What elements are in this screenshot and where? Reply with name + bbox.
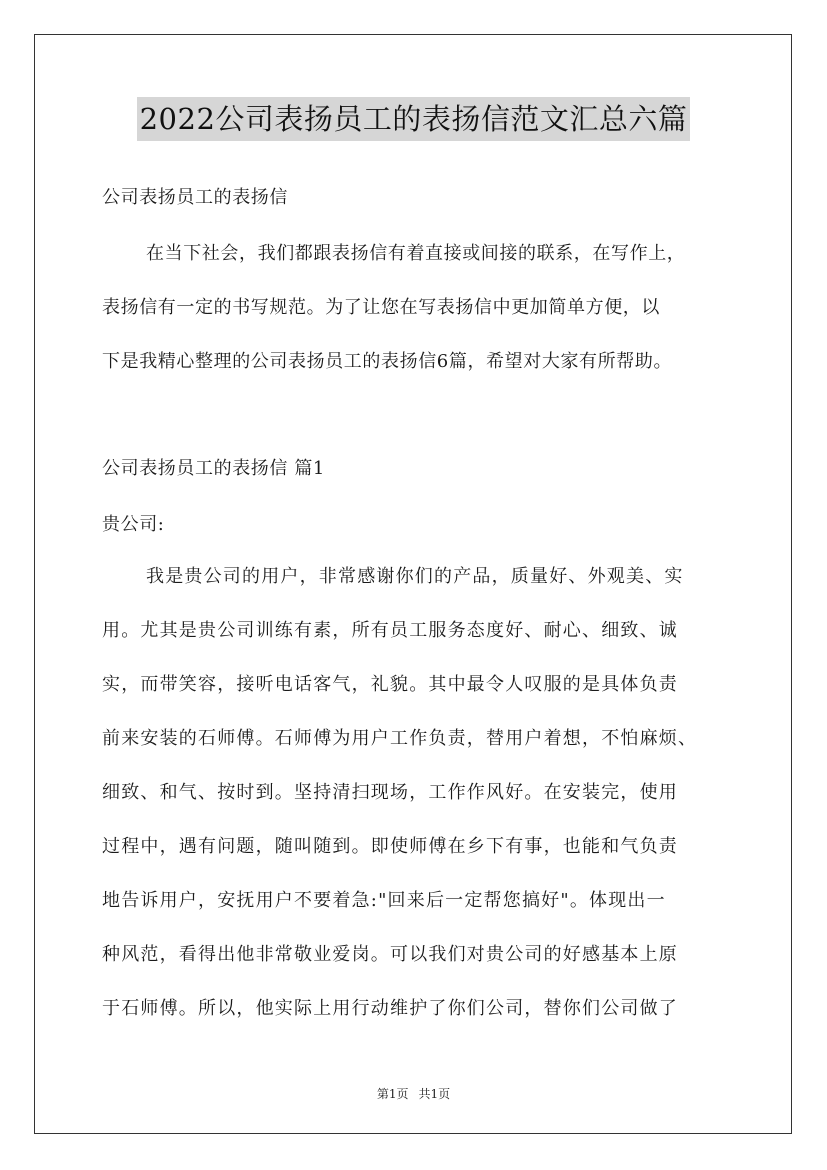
intro-line: 表扬信有一定的书写规范。为了让您在写表扬信中更加简单方便，以 xyxy=(102,297,660,318)
document-heading: 公司表扬员工的表扬信 xyxy=(102,187,288,208)
body-line: 于石师傅。所以，他实际上用行动维护了你们公司，替你们公司做了 xyxy=(102,998,678,1019)
page-footer xyxy=(0,1085,827,1102)
page-number: 第1页 xyxy=(376,1087,409,1101)
body-line: 用。尤其是贵公司训练有素，所有员工服务态度好、耐心、细致、诚 xyxy=(102,620,678,641)
body-line: 实，而带笑容，接听电话客气，礼貌。其中最令人叹服的是具体负责 xyxy=(102,674,678,695)
body-line: 前来安装的石师傅。石师傅为用户工作负责，替用户着想，不怕麻烦、 xyxy=(102,728,698,749)
document-title: 2022公司表扬员工的表扬信范文汇总六篇 xyxy=(137,97,691,141)
title-container xyxy=(0,97,827,141)
body-line: 过程中，遇有问题，随叫随到。即使师傅在乡下有事，也能和气负责 xyxy=(102,836,678,857)
body-line: 种风范，看得出他非常敬业爱岗。可以我们对贵公司的好感基本上原 xyxy=(102,944,678,965)
body-line: 我是贵公司的用户，非常感谢你们的产品，质量好、外观美、实 xyxy=(146,566,684,587)
salutation: 贵公司: xyxy=(102,514,165,535)
intro-line: 在当下社会，我们都跟表扬信有着直接或间接的联系，在写作上， xyxy=(146,243,686,264)
page-total: 共1页 xyxy=(418,1087,451,1101)
intro-line: 下是我精心整理的公司表扬员工的表扬信6篇，希望对大家有所帮助。 xyxy=(102,351,673,372)
section-heading: 公司表扬员工的表扬信 篇1 xyxy=(102,458,325,479)
body-line: 细致、和气、按时到。坚持清扫现场，工作作风好。在安装完，使用 xyxy=(102,782,678,803)
body-line: 地告诉用户，安抚用户不要着急:"回来后一定帮您搞好"。体现出一 xyxy=(102,890,666,911)
